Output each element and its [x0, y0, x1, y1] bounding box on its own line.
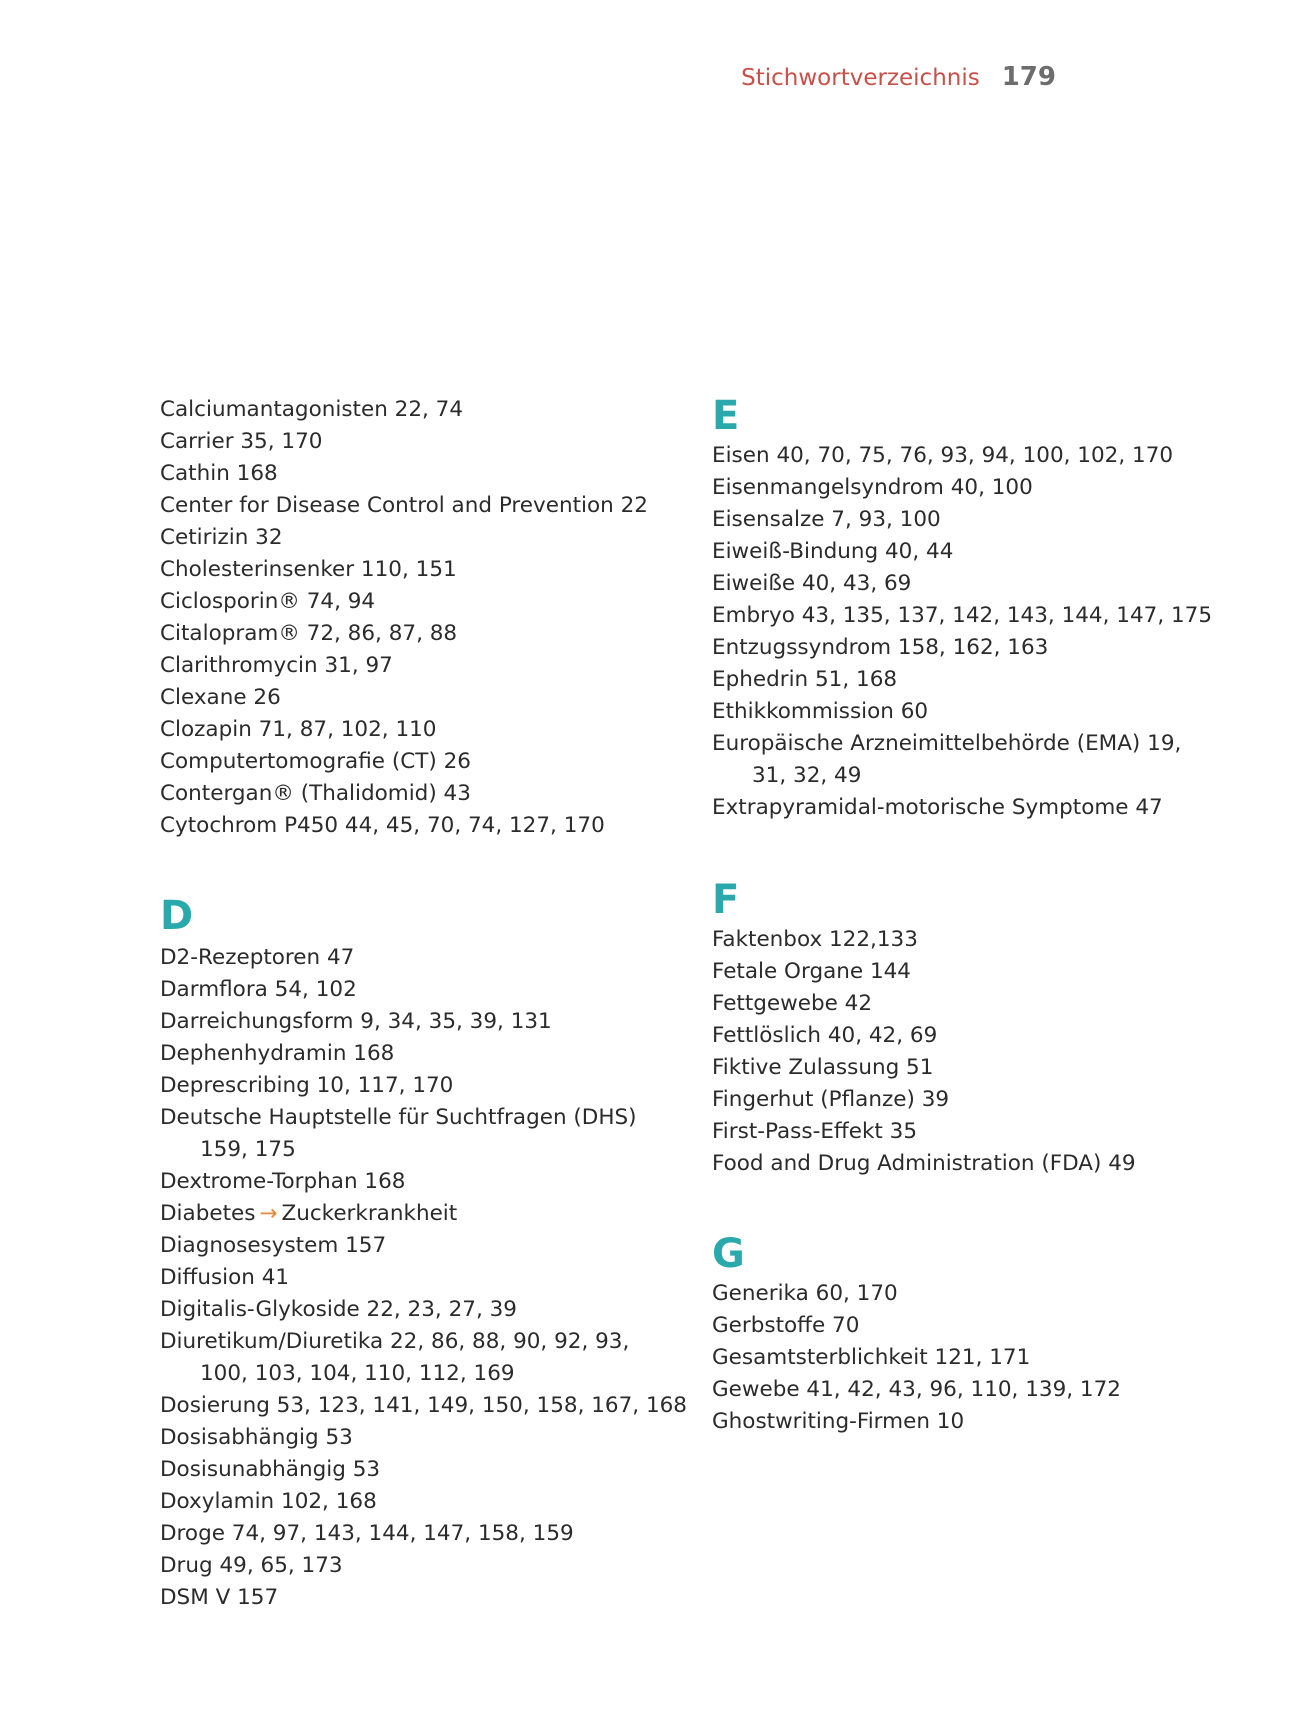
- cross-reference-target: Zuckerkrankheit: [281, 1201, 458, 1226]
- index-entry: Fingerhut (Pflanze) 39: [712, 1087, 950, 1112]
- index-entry: Fiktive Zulassung 51: [712, 1055, 934, 1080]
- index-entry-continuation: 100, 103, 104, 110, 112, 169: [200, 1361, 515, 1386]
- index-entry: Clarithromycin 31, 97: [160, 653, 393, 678]
- index-entry: Eiweiß-Bindung 40, 44: [712, 539, 954, 564]
- index-entry: First-Pass-Effekt 35: [712, 1119, 918, 1144]
- index-entry: Cytochrom P450 44, 45, 70, 74, 127, 170: [160, 813, 605, 838]
- index-entry: Center for Disease Control and Prevention 22: [160, 493, 648, 518]
- index-entry: Food and Drug Administration (FDA) 49: [712, 1151, 1136, 1176]
- index-entry: Eisen 40, 70, 75, 76, 93, 94, 100, 102, 170: [712, 443, 1174, 468]
- index-entry: Diffusion 41: [160, 1265, 290, 1290]
- index-entry: Fetale Organe 144: [712, 959, 911, 984]
- index-entry: Eisensalze 7, 93, 100: [712, 507, 941, 532]
- index-entry: Carrier 35, 170: [160, 429, 323, 454]
- index-entry: Doxylamin 102, 168: [160, 1489, 377, 1514]
- index-entry: Deutsche Hauptstelle für Suchtfragen (DHS): [160, 1105, 637, 1130]
- index-entry: Gewebe 41, 42, 43, 96, 110, 139, 172: [712, 1377, 1121, 1402]
- index-entry: Cathin 168: [160, 461, 278, 486]
- index-entry: Faktenbox 122,133: [712, 927, 918, 952]
- index-entry: D2-Rezeptoren 47: [160, 945, 355, 970]
- index-entry: Ghostwriting-Firmen 10: [712, 1409, 965, 1434]
- running-header: [741, 62, 1056, 92]
- index-entry: Dosisabhängig 53: [160, 1425, 353, 1450]
- index-entry: Extrapyramidal-motorische Symptome 47: [712, 795, 1163, 820]
- index-entry: Drug 49, 65, 173: [160, 1553, 343, 1578]
- index-entry-continuation: 31, 32, 49: [752, 763, 862, 788]
- index-entry: Europäische Arzneimittelbehörde (EMA) 19,: [712, 731, 1182, 756]
- index-entry: Gerbstoffe 70: [712, 1313, 860, 1338]
- section-letter-g: G: [712, 1231, 745, 1277]
- index-entry: Clozapin 71, 87, 102, 110: [160, 717, 437, 742]
- index-entry-continuation: 159, 175: [200, 1137, 296, 1162]
- index-entry: Darreichungsform 9, 34, 35, 39, 131: [160, 1009, 552, 1034]
- index-entry: Ciclosporin® 74, 94: [160, 589, 376, 614]
- index-entry: Digitalis-Glykoside 22, 23, 27, 39: [160, 1297, 517, 1322]
- index-entry: Computertomografie (CT) 26: [160, 749, 471, 774]
- index-entry: Dosierung 53, 123, 141, 149, 150, 158, 167, 168: [160, 1393, 687, 1418]
- index-entry: Cholesterinsenker 110, 151: [160, 557, 457, 582]
- section-letter-f: F: [712, 877, 740, 923]
- index-entry: Ephedrin 51, 168: [712, 667, 898, 692]
- index-entry: Droge 74, 97, 143, 144, 147, 158, 159: [160, 1521, 574, 1546]
- index-entry: Dextrome-Torphan 168: [160, 1169, 406, 1194]
- index-entry: Calciumantagonisten 22, 74: [160, 397, 464, 422]
- index-entry: Eiweiße 40, 43, 69: [712, 571, 912, 596]
- section-letter-d: D: [160, 893, 194, 939]
- index-entry: Dephenhydramin 168: [160, 1041, 395, 1066]
- index-entry: Eisenmangelsyndrom 40, 100: [712, 475, 1033, 500]
- index-entry: Diuretikum/Diuretika 22, 86, 88, 90, 92, 93,: [160, 1329, 630, 1354]
- index-entry-cross-reference: [160, 1198, 457, 1230]
- page-number: 179: [1001, 62, 1056, 92]
- index-entry: Darmflora 54, 102: [160, 977, 357, 1002]
- section-letter-e: E: [712, 393, 740, 439]
- index-entry: Diagnosesystem 157: [160, 1233, 387, 1258]
- index-entry: Embryo 43, 135, 137, 142, 143, 144, 147, 175: [712, 603, 1213, 628]
- index-entry: Entzugssyndrom 158, 162, 163: [712, 635, 1049, 660]
- index-entry: Ethikkommission 60: [712, 699, 929, 724]
- index-entry: Citalopram® 72, 86, 87, 88: [160, 621, 458, 646]
- index-entry: Deprescribing 10, 117, 170: [160, 1073, 454, 1098]
- index-term: Diabetes: [160, 1201, 256, 1226]
- index-entry: Dosisunabhängig 53: [160, 1457, 381, 1482]
- index-entry: Clexane 26: [160, 685, 281, 710]
- arrow-right-icon: →: [259, 1201, 278, 1226]
- index-entry: Contergan® (Thalidomid) 43: [160, 781, 471, 806]
- index-entry: Fettgewebe 42: [712, 991, 873, 1016]
- header-title: Stichwortverzeichnis: [741, 65, 980, 91]
- index-entry: Cetirizin 32: [160, 525, 283, 550]
- index-entry: DSM V 157: [160, 1585, 279, 1610]
- index-entry: Fettlöslich 40, 42, 69: [712, 1023, 938, 1048]
- index-entry: Generika 60, 170: [712, 1281, 898, 1306]
- index-entry: Gesamtsterblichkeit 121, 171: [712, 1345, 1031, 1370]
